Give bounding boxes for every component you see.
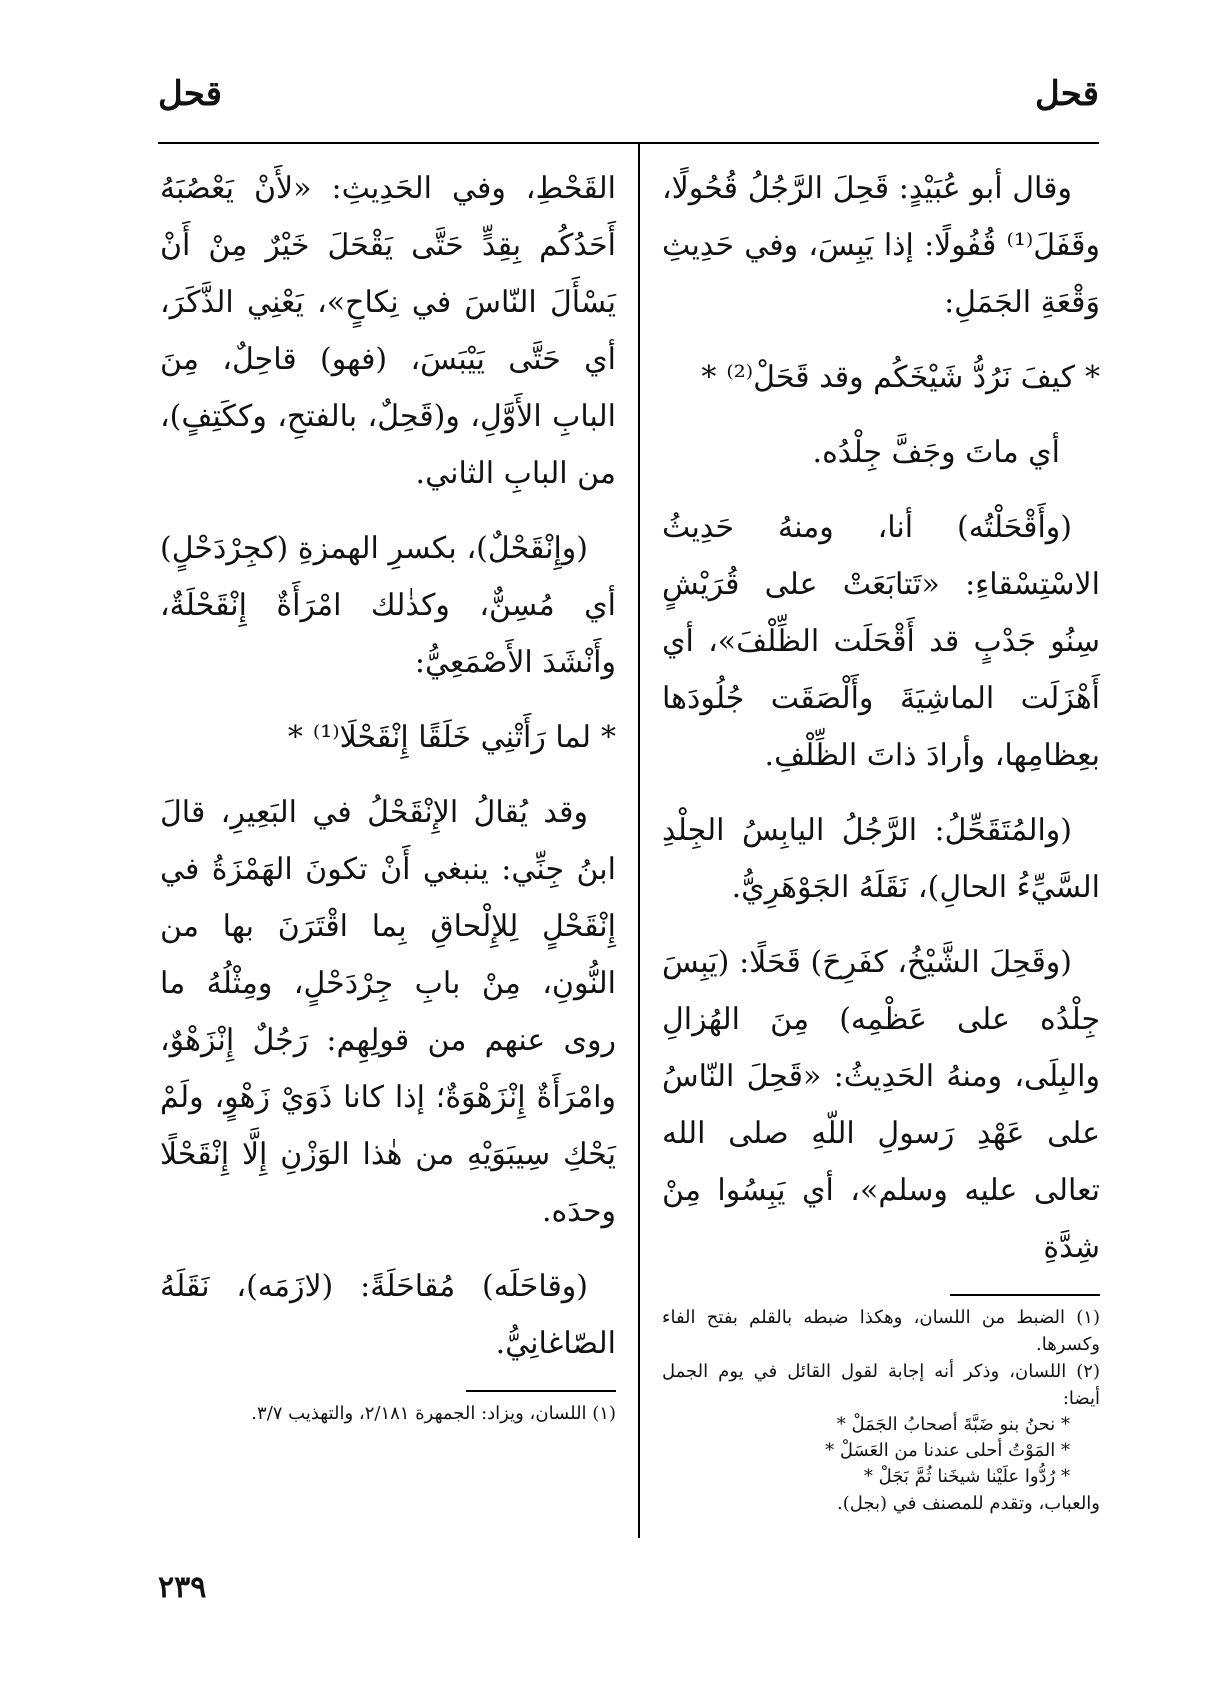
footnote: (٢) اللسان، وذكر أنه إجابة لقول القائل في يوم الجمل أيضا: [662, 1361, 1100, 1409]
running-head-right: قحل [1035, 74, 1099, 114]
footnote-tail: والعباب، وتقدم للمصنف في (بجل). [837, 1493, 1100, 1514]
page-number: ٢٣٩ [158, 1570, 207, 1605]
verse-star: * [287, 720, 303, 755]
verse-line [160, 709, 616, 766]
verse-star: * [701, 360, 717, 395]
footnote-rule [466, 1390, 616, 1392]
right-column [662, 160, 1100, 1517]
page-header [158, 74, 1099, 124]
paragraph: (وقَحِلَ الشَّيْخُ، كفَرِحَ) قَحَلًا: (يَبِسَ جِلْدُه على عَظْمِه) مِنَ الهُزالِ والبِلَى، ومنهُ الحَدِيثُ: «قَحِلَ النّاسُ على عَهْدِ رَسولِ اللّهِ صلى الله تعالى عليه وسلم»، أي يَبِسُوا مِنْ شِدَّةِ [662, 945, 1100, 1265]
header-rule [158, 142, 1099, 144]
footnote-verse: * المَوْتُ أحلى عندنا من العَسَلْ * [825, 1440, 1070, 1461]
paragraph: القَحْطِ، وفي الحَدِيثِ: «لأَنْ يَعْصُبَهُ أَحَدُكُم بِقِدٍّ حَتَّى يَقْحَلَ خَيْرٌ مِنْ أَنْ يَسْأَلَ النّاسَ في نِكاحٍ»، يَعْنِي الذَّكَرَ، أي حَتَّى يَيْبَسَ، (فهو) قاحِلٌ، مِنَ البابِ الأَوَّلِ، و(قَحِلٌ، بالفتحِ، وككَتِفٍ)، من البابِ الثاني. [160, 171, 616, 491]
paragraph: (وأَقْحَلْتُه) أنا، ومنهُ حَدِيثُ الاسْتِسْقاءِ: «تَتابَعَتْ على قُرَيْشٍ سِنُو جَدْبٍ قد أَقْحَلَت الظِّلْفَ»، أي أَهْزَلَت الماشِيَةَ وأَلْصَقَت جُلُودَها بعِظامِها، وأرادَ ذاتَ الظِّلْفِ. [662, 510, 1100, 773]
paragraph: وقد يُقالُ الإِنْقَحْلُ في البَعِيرِ، قالَ ابنُ جِنِّي: ينبغي أَنْ تكونَ الهَمْزَةُ في إِنْقَحْلٍ لِلإِلْحاقِ بِما اقْتَرَنَ بها من النُّونِ، مِنْ بابِ جِرْدَحْلٍ، ومِثْلُهُ ما روى عنهم من قولِهِم: رَجُلٌ إِنْزَهْوٌ، وامْرَأَةٌ إِنْزَهْوَةٌ؛ إذا كانا ذَوَيْ زَهْوٍ، ولَمْ يَحْكِ سِيبَوَيْهِ من هٰذا الوَزْنِ إِلَّا إِنْقَحْلًا وحدَه. [160, 795, 616, 1229]
paragraph: وقال أبو عُبَيْدٍ: قَحِلَ الرَّجُلُ قُحُولًا، وقَفَلَ⁽¹⁾ قُفُولًا: إذا يَبِسَ، وفي حَدِيثِ وَقْعَةِ الجَمَلِ: [662, 171, 1100, 320]
verse-star: * [601, 720, 616, 755]
verse-text: كيفَ نَرُدُّ شَيْخَكُم وقد قَحَلْ⁽²⁾ [726, 360, 1075, 395]
paragraph: (وإِنْقَحْلٌ)، بكسرِ الهمزةِ (كجِرْدَحْلٍ) أي مُسِنٌّ، وكذٰلك امْرَأَةٌ إِنْقَحْلَةٌ، وأَنْشَدَ الأَصْمَعِيُّ: [160, 531, 616, 680]
footnote: (١) اللسان، ويزاد: الجمهرة ٢/١٨١، والتهذيب ٣/٧. [251, 1403, 616, 1424]
left-column [160, 160, 616, 1427]
running-head-left: قحل [158, 74, 222, 114]
paragraph: (والمُتَقَحِّلُ: الرَّجُلُ اليابِسُ الجِلْدِ السَّيِّءُ الحالِ)، نَقَلَهُ الجَوْهَرِيُّ. [662, 813, 1100, 905]
footnote-verse: * نحنُ بنو ضَبَّةَ أصحابُ الجَمَلْ * [836, 1414, 1070, 1435]
verse-line [662, 349, 1100, 406]
verse-gloss: أي ماتَ وجَفَّ جِلْدُه. [812, 435, 1060, 470]
footnote-verse: * رُدُّوا علَيْنا شيخَنا ثُمَّ بَجَلْ * [863, 1466, 1070, 1487]
paragraph: (وقاحَلَه) مُقاحَلَةً: (لازَمَه)، نَقَلَهُ الصّاغانِيُّ. [160, 1269, 616, 1361]
footnote: (١) الضبط من اللسان، وهكذا ضبطه بالقلم بفتح الفاء وكسرها. [662, 1307, 1100, 1355]
footnote-rule [950, 1294, 1100, 1296]
verse-star: * [1085, 360, 1100, 395]
verse-text: لما رَأَتْنِي خَلَقًا إِنْقَحْلَا⁽¹⁾ [312, 720, 591, 755]
column-divider [638, 142, 640, 1538]
